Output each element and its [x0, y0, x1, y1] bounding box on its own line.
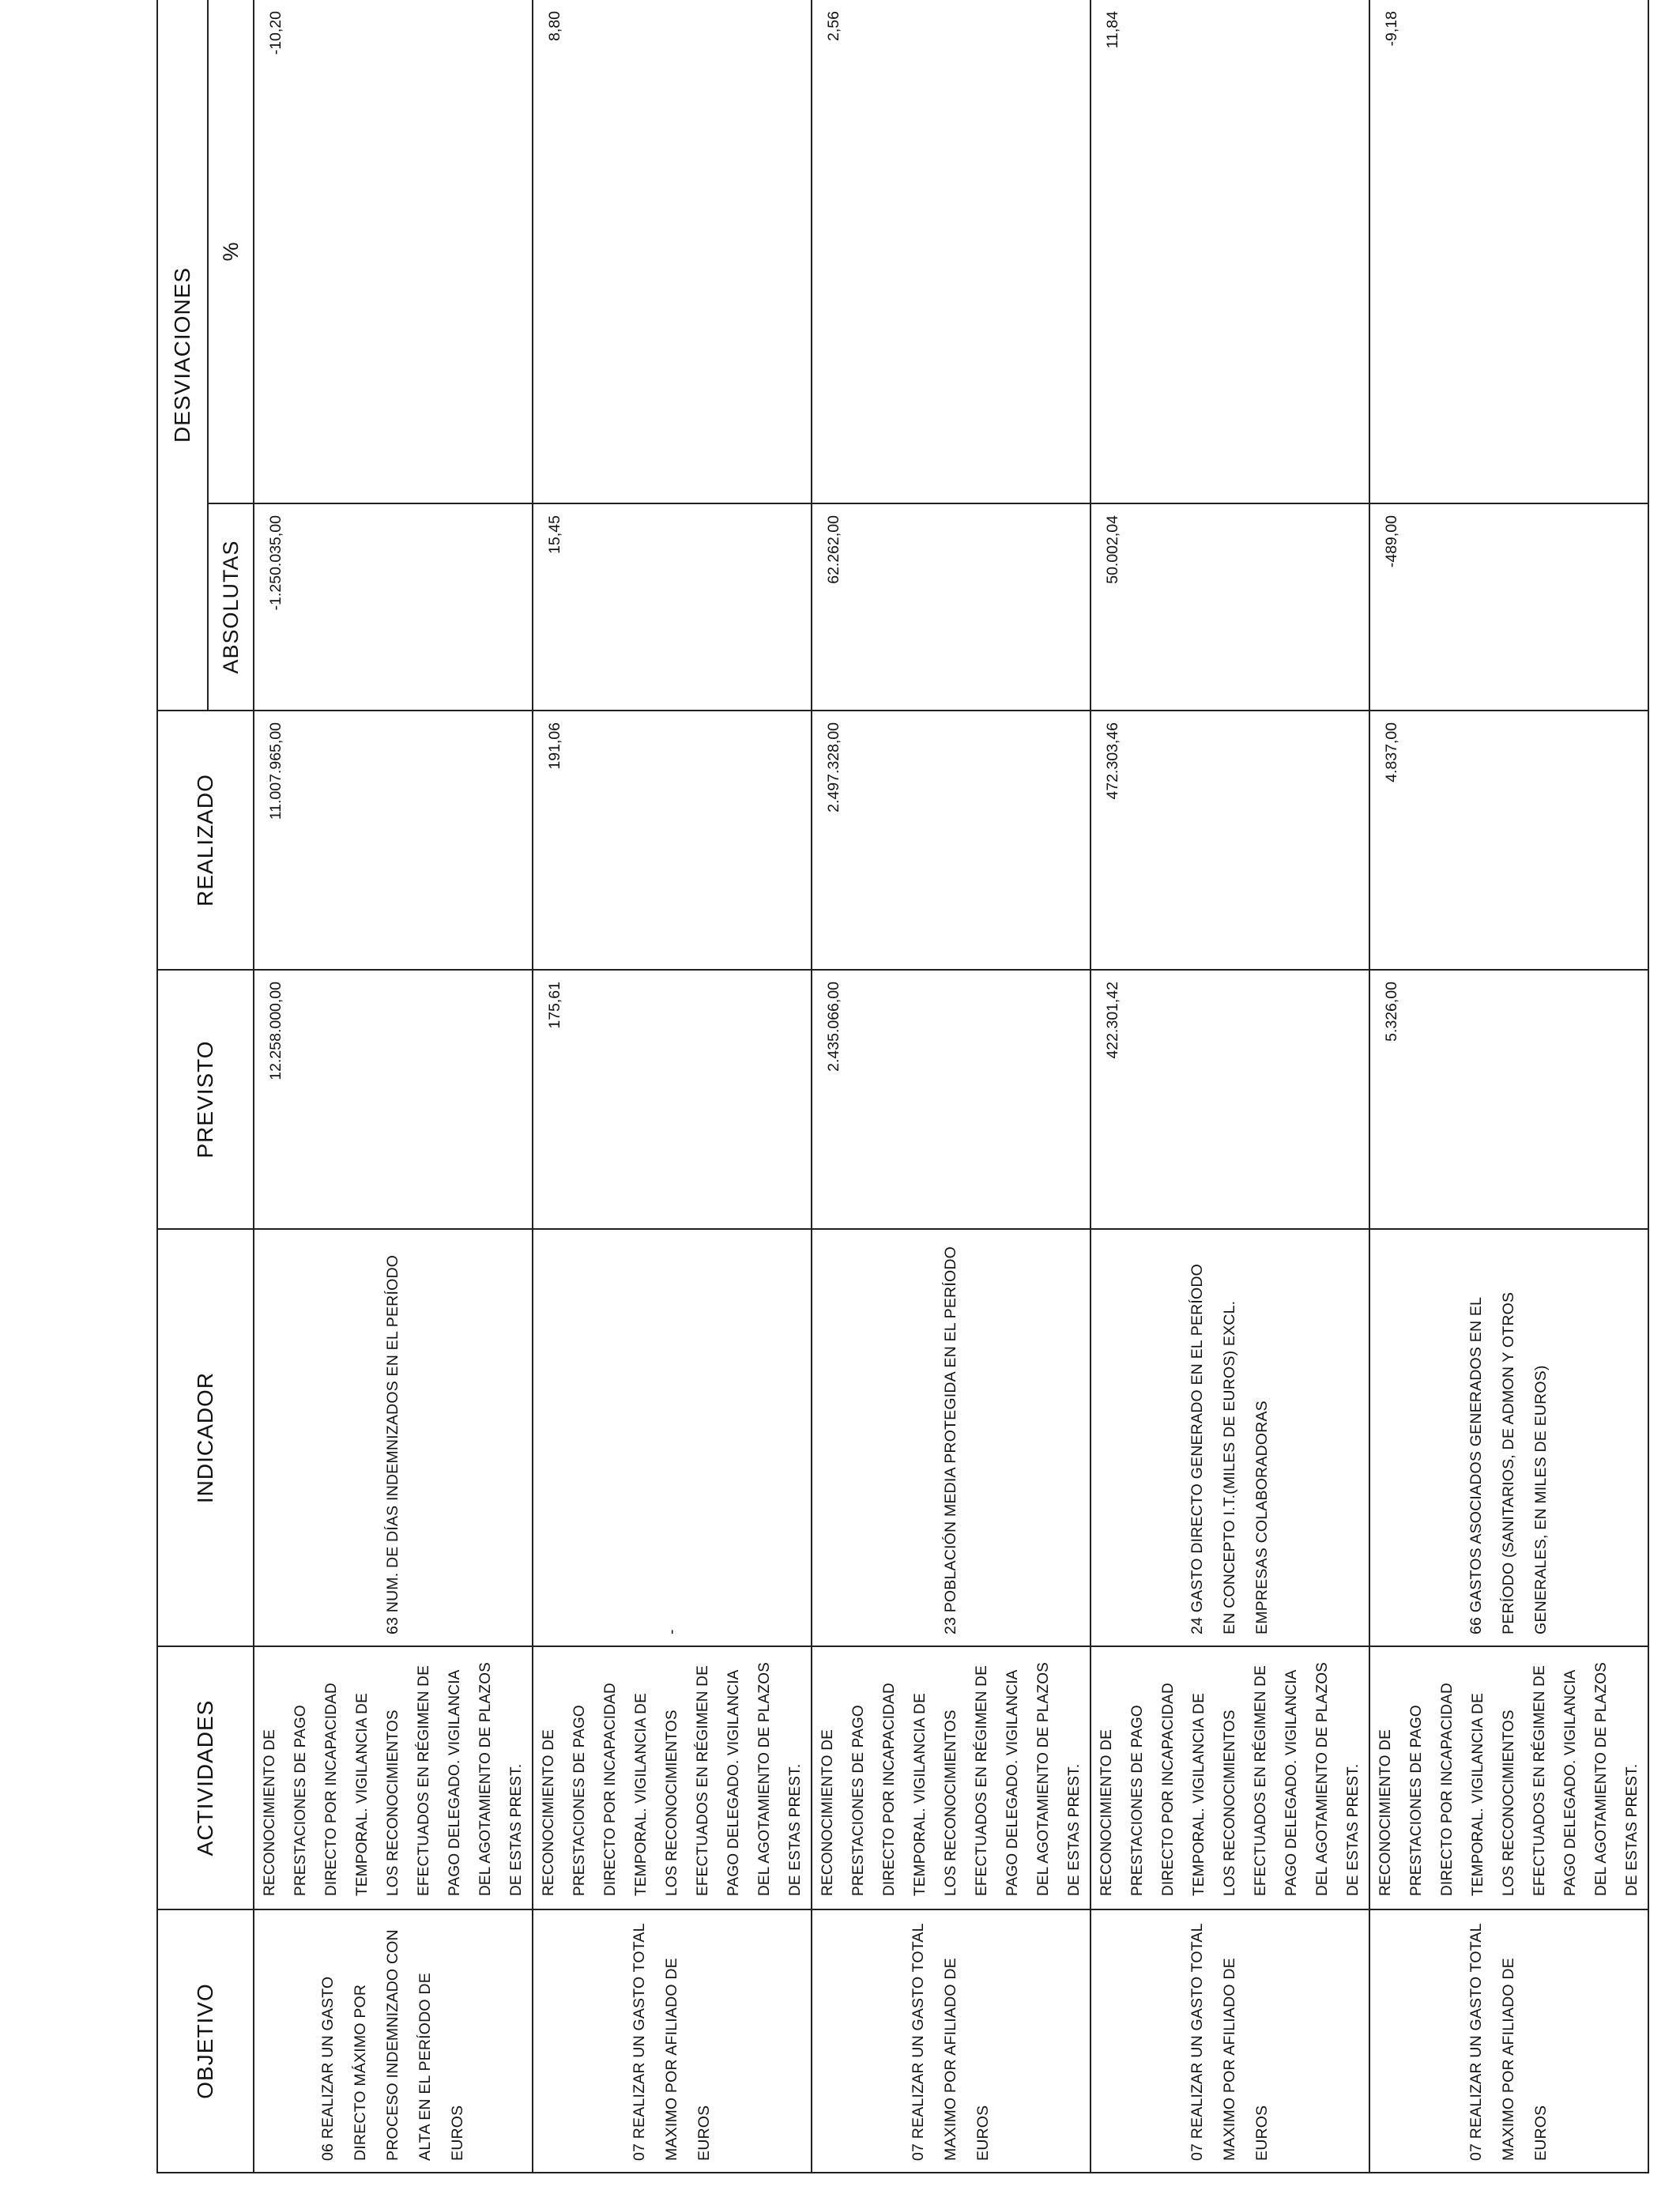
absolutas-cell: -1.250.035,00 [254, 503, 533, 711]
actividades-cell: RECONOCIMIENTO DE PRESTACIONES DE PAGO DIRECTO POR INCAPACIDAD TEMPORAL. VIGILANCIA DE LOS RECONOCIMIENTOS EFECTUADOS EN RÉGIMEN DE PAGO DELEGADO. VIGILANCIA DEL AGOTAMIENTO DE PLAZOS DE ESTAS PREST. [533, 1646, 812, 1909]
objetivo-cell: 07 REALIZAR UN GASTO TOTAL MAXIMO POR AFILIADO DE EUROS [533, 1909, 812, 2173]
absolutas-cell: -489,00 [1369, 503, 1648, 711]
header-actividades: ACTIVIDADES [157, 1646, 254, 1909]
porcentaje-cell: 11,84 [1090, 0, 1369, 503]
header-row [157, 0, 208, 2173]
previsto-cell: 5.326,00 [1369, 970, 1648, 1229]
actividades-cell: RECONOCIMIENTO DE PRESTACIONES DE PAGO DIRECTO POR INCAPACIDAD TEMPORAL. VIGILANCIA DE LOS RECONOCIMIENTOS EFECTUADOS EN RÉGIMEN DE PAGO DELEGADO. VIGILANCIA DEL AGOTAMIENTO DE PLAZOS DE ESTAS PREST. [1369, 1646, 1648, 1909]
header-absolutas: ABSOLUTAS [208, 503, 254, 711]
actividades-cell: RECONOCIMIENTO DE PRESTACIONES DE PAGO DIRECTO POR INCAPACIDAD TEMPORAL. VIGILANCIA DE LOS RECONOCIMIENTOS EFECTUADOS EN RÉGIMEN DE PAGO DELEGADO. VIGILANCIA DEL AGOTAMIENTO DE PLAZOS DE ESTAS PREST. [254, 1646, 533, 1909]
header-previsto: PREVISTO [157, 970, 254, 1229]
rotated-table-page [156, 0, 1640, 2173]
objectives-table [156, 0, 1649, 2173]
realizado-cell: 472.303,46 [1090, 711, 1369, 970]
objetivo-cell: 07 REALIZAR UN GASTO TOTAL MAXIMO POR AFILIADO DE EUROS [1090, 1909, 1369, 2173]
porcentaje-cell: -9,18 [1369, 0, 1648, 503]
table-row [1369, 0, 1648, 2173]
porcentaje-cell: 8,80 [533, 0, 812, 503]
previsto-cell: 12.258.000,00 [254, 970, 533, 1229]
table-row [812, 0, 1090, 2173]
objetivo-cell: 07 REALIZAR UN GASTO TOTAL MAXIMO POR AFILIADO DE EUROS [1369, 1909, 1648, 2173]
porcentaje-cell: 2,56 [812, 0, 1090, 503]
actividades-cell: RECONOCIMIENTO DE PRESTACIONES DE PAGO DIRECTO POR INCAPACIDAD TEMPORAL. VIGILANCIA DE LOS RECONOCIMIENTOS EFECTUADOS EN RÉGIMEN DE PAGO DELEGADO. VIGILANCIA DEL AGOTAMIENTO DE PLAZOS DE ESTAS PREST. [812, 1646, 1090, 1909]
porcentaje-cell: -10,20 [254, 0, 533, 503]
indicador-cell: 63 NUM. DE DÍAS INDEMNIZADOS EN EL PERÍODO [254, 1229, 533, 1646]
realizado-cell: 4.837,00 [1369, 711, 1648, 970]
previsto-cell: 2.435.066,00 [812, 970, 1090, 1229]
previsto-cell: 422.301,42 [1090, 970, 1369, 1229]
indicador-cell: 24 GASTO DIRECTO GENERADO EN EL PERÍODO EN CONCEPTO I.T.(MILES DE EUROS) EXCL. EMPRESAS COLABORADORAS [1090, 1229, 1369, 1646]
previsto-cell: 175,61 [533, 970, 812, 1229]
realizado-cell: 2.497.328,00 [812, 711, 1090, 970]
header-realizado: REALIZADO [157, 711, 254, 970]
absolutas-cell: 50.002,04 [1090, 503, 1369, 711]
realizado-cell: 11.007.965,00 [254, 711, 533, 970]
table-row [1090, 0, 1369, 2173]
header-porcentaje: % [208, 0, 254, 503]
table-row [533, 0, 812, 2173]
absolutas-cell: 15,45 [533, 503, 812, 711]
indicador-cell: 23 POBLACIÓN MEDIA PROTEGIDA EN EL PERÍODO [812, 1229, 1090, 1646]
objetivo-cell: 06 REALIZAR UN GASTO DIRECTO MÁXIMO POR PROCESO INDEMNIZADO CON ALTA EN EL PERÍODO DE EUROS [254, 1909, 533, 2173]
indicador-cell: 66 GASTOS ASOCIADOS GENERADOS EN EL PERÍODO (SANITARIOS, DE ADMON Y OTROS GENERALES, EN MILES DE EUROS) [1369, 1229, 1648, 1646]
absolutas-cell: 62.262,00 [812, 503, 1090, 711]
header-desviaciones: DESVIACIONES [157, 0, 208, 711]
header-objetivo: OBJETIVO [157, 1909, 254, 2173]
actividades-cell: RECONOCIMIENTO DE PRESTACIONES DE PAGO DIRECTO POR INCAPACIDAD TEMPORAL. VIGILANCIA DE LOS RECONOCIMIENTOS EFECTUADOS EN RÉGIMEN DE PAGO DELEGADO. VIGILANCIA DEL AGOTAMIENTO DE PLAZOS DE ESTAS PREST. [1090, 1646, 1369, 1909]
header-indicador: INDICADOR [157, 1229, 254, 1646]
indicador-cell: - [533, 1229, 812, 1646]
objetivo-cell: 07 REALIZAR UN GASTO TOTAL MAXIMO POR AFILIADO DE EUROS [812, 1909, 1090, 2173]
table-row [254, 0, 533, 2173]
realizado-cell: 191,06 [533, 711, 812, 970]
